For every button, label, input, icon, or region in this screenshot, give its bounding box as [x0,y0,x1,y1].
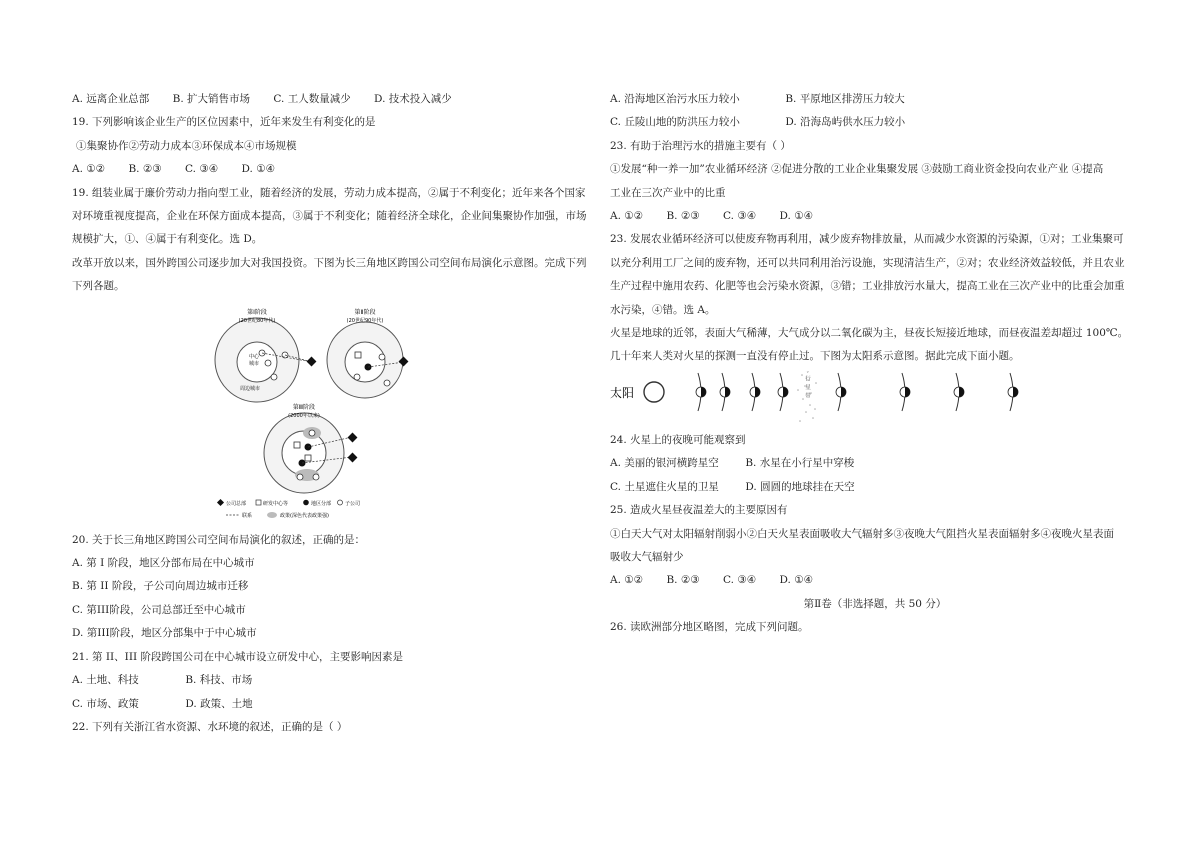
q19-options [72,158,602,181]
q25-option-d[interactable]: D. ①④ [779,574,814,587]
q20-option-c[interactable]: C. 第III阶段，公司总部迁至中心城市 [72,603,246,616]
q18-option-b[interactable]: B. 扩大销售市场 [172,93,251,105]
q23-option-d[interactable]: D. ①④ [779,210,814,223]
q18-option-d[interactable]: D. 技术投入减少 [374,93,452,105]
q25-items-line: 吸收大气辐射少 [610,550,684,563]
q24-option-a[interactable]: A. 美丽的银河横跨星空 [610,457,719,470]
q21-option-d[interactable]: D. 政策、土地 [185,697,253,710]
q22-options-row [610,88,1140,111]
q23-options [610,205,1140,228]
q25-options [610,569,1140,592]
subsidiary-marker [265,360,271,366]
q23-items-line: 工业在三次产业中的比重 [610,186,726,199]
q26-stem: 26. 读欧洲部分地区略图，完成下列问题。 [610,621,809,634]
q22-option-a[interactable]: A. 沿海地区治污水压力较小 [610,93,740,105]
q22-option-b[interactable]: B. 平原地区排涝压力较大 [785,93,905,105]
q19-items: ①集聚协作②劳动力成本③环保成本④市场规模 [76,139,297,152]
q20-option-b[interactable]: B. 第 II 阶段，子公司向周边城市迁移 [72,580,249,593]
sun-label: 太阳 [610,385,635,400]
q23-answer-line: 以充分利用工厂之间的废弃物，还可以共同利用治污设施，实现清洁生产，②对；农业经济效益较低，并且农业 [610,256,1125,269]
q23-answer-line: 23. 发展农业循环经济可以使废弃物再利用，减少废弃物排放量，从而减少水资源的污染源，①对；工业集聚可 [610,233,1124,246]
stage2-title: 第Ⅱ阶段 [354,308,376,316]
mars-intro-line: 火星是地球的近邻，表面大气稀薄，大气成分以二氧化碳为主，昼夜长短接近地球，而昼夜温差却超过 100℃。 [610,327,1129,340]
rd-center-marker [294,442,300,448]
planet-icons [696,387,1018,397]
subsidiary-marker [379,354,385,360]
subsidiary-marker [313,474,319,480]
q22-option-d[interactable]: D. 沿海岛屿供水压力较小 [785,116,906,129]
company-layout-figure [212,305,412,525]
q25-items-line: ①白天大气对太阳辐射削弱小②白天火星表面吸收大气辐射多③夜晚大气阻挡火星表面辐射多④夜晚火星表面 [610,527,1114,540]
q19-option-c[interactable]: C. ③④ [185,163,219,176]
q24-option-d[interactable]: D. 圆圆的地球挂在天空 [745,480,855,493]
center-city-label: 城市 [249,360,260,367]
q24-options-row [610,476,1140,499]
q21-option-c[interactable]: C. 市场、政策 [72,697,139,710]
q23-option-b[interactable]: B. ②③ [666,210,700,223]
q25-option-b[interactable]: B. ②③ [666,574,700,587]
subsidiary-marker [354,374,360,380]
q23-option-a[interactable]: A. ①② [610,210,644,223]
q18-option-a[interactable]: A. 远离企业总部 [72,93,150,105]
headquarters-marker [348,452,358,462]
intro-line: 下列各题。 [72,280,125,293]
solar-system-figure [610,371,1030,429]
q19-answer-line: 对环境重视度提高，企业在环保方面成本提高，③属于不利变化；随着经济全球化，企业间集聚协作加强，市场 [72,210,587,223]
q19-option-d[interactable]: D. ①④ [241,163,276,176]
legend-policy: 政策(深色代表政策强) [280,512,329,519]
q23-option-c[interactable]: C. ③④ [723,210,757,223]
solar-system-diagram [610,371,1030,429]
q19-answer-line: 19. 组装业属于廉价劳动力指向型工业，随着经济的发展，劳动力成本提高，②属于不利变化；近年来各个国家 [72,186,586,199]
company-layout-diagram [212,305,412,525]
headquarters-marker [348,432,358,442]
rd-center-marker [355,352,361,358]
q19-option-b[interactable]: B. ②③ [128,163,162,176]
mars-intro-line: 几十年来人类对火星的探测一直没有停止过。下图为太阳系示意图。据此完成下面小题。 [610,350,1020,363]
q18-options [72,88,602,111]
headquarters-marker [307,356,317,366]
q21-option-b[interactable]: B. 科技、市场 [185,674,253,687]
q22-stem: 22. 下列有关浙江省水资源、水环境的叙述，正确的是（ ） [72,720,348,733]
stage3-subtitle: (2000年以来) [288,412,320,419]
q22-options-row [610,111,1140,134]
q23-items-line: ①发展“种一养一加”农业循环经济 ②促进分散的工业企业集聚发展 ③鼓励工商业资金投向农业产业 ④提高 [610,163,1104,176]
stage1-title: 第Ⅰ阶段 [247,308,267,316]
q25-option-a[interactable]: A. ①② [610,574,644,587]
q23-answer-line: 水污染，④错。选 A。 [610,303,716,316]
legend-link: 联系 [242,512,253,519]
subsidiary-marker [271,374,277,380]
stage2-subtitle: (20世纪90年代) [346,317,384,324]
legend-subsidiary: 子公司 [345,500,361,507]
q24-stem: 24. 火星上的夜晚可能观察到 [610,433,746,446]
rd-center-marker [305,455,311,461]
q21-option-a[interactable]: A. 土地、科技 [72,674,139,687]
q19-option-a[interactable]: A. ①② [72,163,106,176]
q20-option-d[interactable]: D. 第III阶段，地区分部集中于中心城市 [72,627,257,640]
q18-option-c[interactable]: C. 工人数量减少 [273,93,351,105]
q19-stem: 19. 下列影响该企业生产的区位因素中，近年来发生有利变化的是 [72,116,376,129]
section2-title: 第Ⅱ卷（非选择题，共 50 分） [803,597,947,610]
stage1-subtitle: (20世纪80年代) [238,317,276,324]
sun-icon [644,382,664,402]
q24-option-c[interactable]: C. 土星遮住火星的卫星 [610,480,719,493]
q21-options-row [72,693,602,716]
intro-line: 改革开放以来，国外跨国公司逐步加大对我国投资。下图为长三角地区跨国公司空间布局演化示意图。完成下列 [72,256,587,269]
q22-option-c[interactable]: C. 丘陵山地的防洪压力较小 [610,116,740,129]
center-city-label: 中心 [249,353,260,360]
q23-answer-line: 生产过程中施用农药、化肥等也会污染水资源，③错；工业排放污水量大，提高工业在三次产业中的比重会加重 [610,280,1125,293]
q20-option-a[interactable]: A. 第 I 阶段，地区分部布局在中心城市 [72,557,255,570]
periphery-city-label: 周边城市 [240,385,261,392]
left-column [72,88,602,739]
stage3-title: 第Ⅲ阶段 [292,403,316,411]
q23-stem: 23. 有助于治理污水的措施主要有（ ） [610,139,791,152]
q21-options-row [72,669,602,692]
q20-stem: 20. 关于长三角地区跨国公司空间布局演化的叙述，正确的是： [72,533,366,546]
subsidiary-marker [297,474,303,480]
legend-branch: 地区分部 [311,500,332,507]
q24-option-b[interactable]: B. 水星在小行星中穿梭 [745,457,855,470]
right-column [610,88,1140,640]
asteroid-belt-label: 小行星带 [804,370,810,401]
legend-rd: 研发中心等 [263,500,289,507]
q25-option-c[interactable]: C. ③④ [723,574,757,587]
subsidiary-marker [309,430,315,436]
subsidiary-marker [384,380,390,386]
legend-hq: 公司总部 [226,500,247,507]
q24-options-row [610,452,1140,475]
q25-stem: 25. 造成火星昼夜温差大的主要原因有 [610,504,788,517]
q19-answer-line: 规模扩大，①、④属于有利变化。选 D。 [72,233,263,246]
q21-stem: 21. 第 II、III 阶段跨国公司在中心城市设立研发中心，主要影响因素是 [72,650,403,663]
